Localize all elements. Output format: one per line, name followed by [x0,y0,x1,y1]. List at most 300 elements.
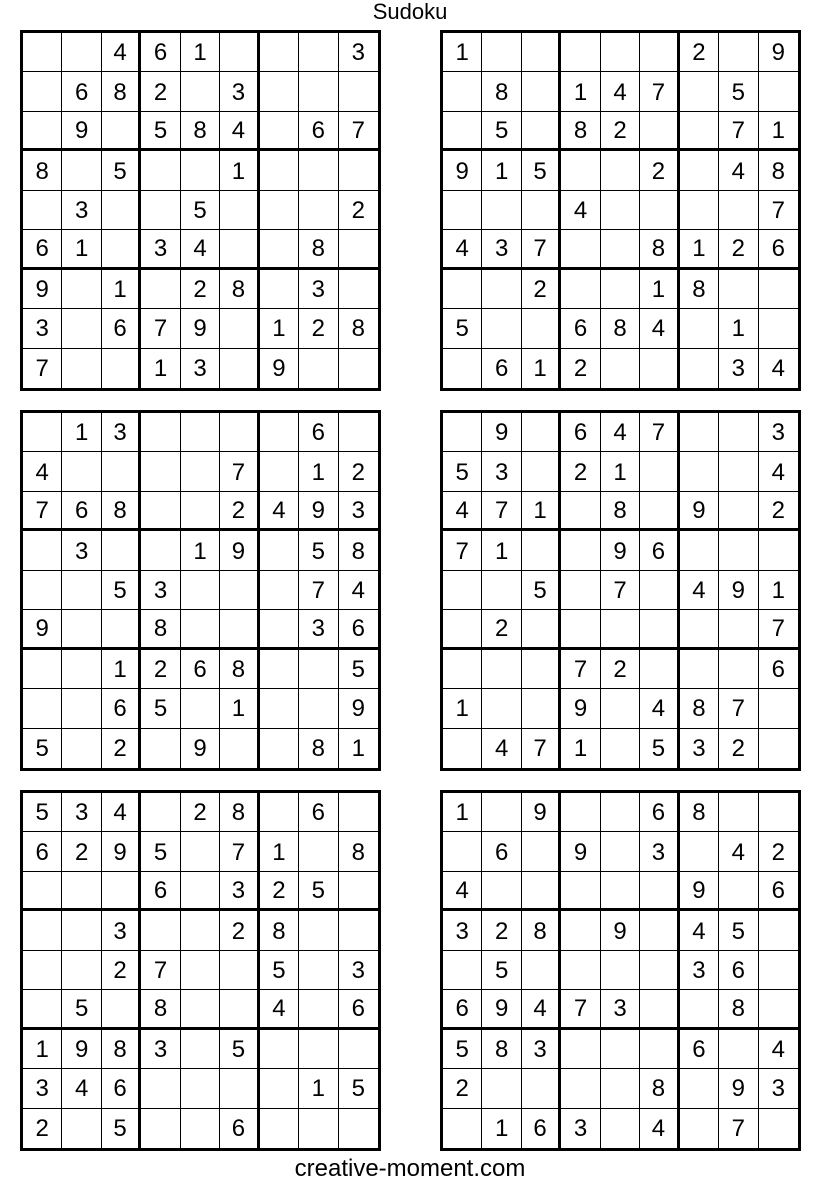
sudoku-cell: 5 [102,571,141,610]
sudoku-cell [181,610,220,649]
sudoku-cell [601,191,640,230]
sudoku-cell [220,309,259,348]
sudoku-cell [561,911,600,950]
sudoku-cell: 7 [220,452,259,491]
sudoku-cell: 2 [759,492,798,531]
sudoku-cell: 8 [522,911,561,950]
sudoku-cell: 2 [601,650,640,689]
sudoku-cell [102,191,141,230]
sudoku-cell [220,729,259,768]
sudoku-cell [339,1030,378,1069]
sudoku-cell [759,729,798,768]
sudoku-cell [640,112,679,151]
sudoku-cell: 7 [601,571,640,610]
sudoku-cell: 1 [102,650,141,689]
sudoku-cell [482,872,521,911]
sudoku-cell [680,72,719,111]
sudoku-cell: 6 [102,1069,141,1108]
sudoku-cell [601,793,640,832]
sudoku-cell: 8 [482,1030,521,1069]
sudoku-cell [299,151,338,190]
sudoku-cell [260,72,299,111]
sudoku-cell: 3 [680,951,719,990]
sudoku-cell [719,452,758,491]
sudoku-cell: 4 [561,191,600,230]
sudoku-cell [759,951,798,990]
sudoku-cell [522,1069,561,1108]
sudoku-cell [102,610,141,649]
sudoku-cell [719,1030,758,1069]
sudoku-cell: 1 [23,1030,62,1069]
sudoku-cell [601,270,640,309]
sudoku-cell: 6 [299,112,338,151]
sudoku-cell: 3 [482,230,521,269]
sudoku-cell [561,951,600,990]
sudoku-cell [680,349,719,388]
sudoku-cell [141,531,180,570]
sudoku-cell: 2 [339,452,378,491]
sudoku-grid-top-right [440,30,801,391]
sudoku-cell [719,872,758,911]
sudoku-cell: 9 [680,872,719,911]
sudoku-cell [601,689,640,728]
sudoku-cell: 3 [299,610,338,649]
sudoku-cell [23,531,62,570]
sudoku-cell: 2 [522,270,561,309]
sudoku-cell: 6 [141,872,180,911]
sudoku-cell: 6 [62,492,101,531]
sudoku-cell: 8 [102,492,141,531]
sudoku-cell [719,610,758,649]
sudoku-cell [62,270,101,309]
sudoku-cell [640,349,679,388]
sudoku-cell [181,1109,220,1148]
sudoku-cell [299,832,338,871]
sudoku-cell [220,610,259,649]
sudoku-cell: 3 [141,571,180,610]
sudoku-cell: 9 [181,309,220,348]
sudoku-cell: 6 [759,650,798,689]
sudoku-cell [62,571,101,610]
sudoku-cell: 3 [339,33,378,72]
sudoku-cell: 8 [640,230,679,269]
sudoku-cell [23,413,62,452]
sudoku-cell: 7 [522,729,561,768]
sudoku-cell: 7 [141,951,180,990]
sudoku-cell: 1 [260,832,299,871]
sudoku-cell [601,33,640,72]
sudoku-cell [260,650,299,689]
sudoku-cell [141,270,180,309]
sudoku-cell: 1 [102,270,141,309]
sudoku-cell [759,911,798,950]
sudoku-cell [299,990,338,1029]
sudoku-cell [141,793,180,832]
sudoku-cell [141,911,180,950]
sudoku-cell [23,872,62,911]
sudoku-cell: 1 [181,531,220,570]
sudoku-cell [640,571,679,610]
sudoku-cell: 3 [62,531,101,570]
sudoku-cell: 5 [23,793,62,832]
sudoku-cell: 1 [759,571,798,610]
sudoku-cell [220,413,259,452]
sudoku-cell: 8 [339,832,378,871]
sudoku-cell: 4 [102,33,141,72]
sudoku-cell: 6 [680,1030,719,1069]
sudoku-cell: 2 [62,832,101,871]
sudoku-cell: 4 [640,689,679,728]
sudoku-cell [759,309,798,348]
sudoku-cell: 2 [220,492,259,531]
sudoku-cell [482,650,521,689]
sudoku-cell: 8 [482,72,521,111]
sudoku-cell: 6 [443,990,482,1029]
sudoku-cell [102,872,141,911]
sudoku-cell [339,793,378,832]
sudoku-grid-bottom-left [20,790,381,1151]
sudoku-cell: 2 [482,911,521,950]
sudoku-cell [23,33,62,72]
sudoku-cell [220,191,259,230]
sudoku-cell [299,72,338,111]
sudoku-cell [561,610,600,649]
sudoku-cell [299,349,338,388]
sudoku-cell [260,689,299,728]
sudoku-cell: 7 [759,191,798,230]
sudoku-cell [561,230,600,269]
sudoku-cell [260,793,299,832]
sudoku-cell: 1 [299,452,338,491]
sudoku-cell: 6 [299,793,338,832]
sudoku-cell: 1 [561,72,600,111]
sudoku-cell: 8 [601,492,640,531]
sudoku-cell: 4 [640,1109,679,1148]
sudoku-cell: 4 [680,911,719,950]
sudoku-cell [640,191,679,230]
sudoku-cell [260,452,299,491]
sudoku-cell: 2 [102,951,141,990]
sudoku-cell [561,1069,600,1108]
sudoku-cell [443,832,482,871]
sudoku-cell: 8 [299,230,338,269]
sudoku-cell: 3 [339,951,378,990]
sudoku-cell [522,413,561,452]
sudoku-cell: 1 [522,349,561,388]
sudoku-cell: 4 [23,452,62,491]
sudoku-cell [141,191,180,230]
sudoku-cell [482,571,521,610]
sudoku-cell: 3 [23,309,62,348]
sudoku-cell: 1 [220,151,259,190]
sudoku-cell [260,531,299,570]
sudoku-cell [719,793,758,832]
sudoku-cell [181,911,220,950]
sudoku-cell [141,1109,180,1148]
sudoku-cell: 6 [482,832,521,871]
sudoku-cell [62,610,101,649]
sudoku-cell [719,191,758,230]
sudoku-cell: 8 [299,729,338,768]
sudoku-cell [260,33,299,72]
sudoku-cell: 1 [601,452,640,491]
sudoku-cell: 6 [141,33,180,72]
sudoku-cell: 9 [339,689,378,728]
sudoku-cell: 1 [443,33,482,72]
sudoku-cell [482,1069,521,1108]
sudoku-cell [102,990,141,1029]
sudoku-cell: 4 [482,729,521,768]
sudoku-cell [601,729,640,768]
sudoku-cell: 1 [482,151,521,190]
sudoku-cell [680,452,719,491]
sudoku-cell: 5 [299,531,338,570]
sudoku-cell: 9 [102,832,141,871]
sudoku-cell [102,112,141,151]
sudoku-cell: 6 [181,650,220,689]
sudoku-cell: 8 [220,650,259,689]
sudoku-cell: 8 [680,793,719,832]
sudoku-cell [181,452,220,491]
sudoku-cell: 3 [299,270,338,309]
sudoku-cell [23,911,62,950]
sudoku-cell: 6 [102,689,141,728]
sudoku-cell: 5 [719,72,758,111]
sudoku-cell: 5 [339,650,378,689]
sudoku-cell: 3 [601,990,640,1029]
sudoku-cell: 5 [102,151,141,190]
sudoku-cell [719,270,758,309]
sudoku-cell [640,951,679,990]
sudoku-cell [759,1109,798,1148]
sudoku-cell: 3 [522,1030,561,1069]
sudoku-cell: 5 [482,112,521,151]
sudoku-cell [220,230,259,269]
sudoku-cell: 1 [719,309,758,348]
sudoku-cell: 5 [141,832,180,871]
sudoku-cell: 1 [220,689,259,728]
sudoku-cell: 5 [339,1069,378,1108]
sudoku-cell [482,689,521,728]
sudoku-cell [260,1109,299,1148]
sudoku-cell: 2 [141,72,180,111]
sudoku-cell [443,571,482,610]
sudoku-cell: 3 [443,911,482,950]
sudoku-cell: 9 [62,1030,101,1069]
sudoku-cell: 1 [482,1109,521,1148]
sudoku-cell [23,112,62,151]
sudoku-cell: 3 [759,413,798,452]
sudoku-cell [561,492,600,531]
sudoku-cell: 2 [561,349,600,388]
sudoku-cell: 8 [680,689,719,728]
sudoku-cell: 8 [260,911,299,950]
sudoku-cell [181,151,220,190]
sudoku-cell: 5 [522,571,561,610]
sudoku-cell [522,309,561,348]
sudoku-cell: 4 [759,452,798,491]
sudoku-cell: 8 [640,1069,679,1108]
sudoku-cell [339,270,378,309]
sudoku-cell: 2 [719,230,758,269]
sudoku-cell [141,729,180,768]
site-footer-text: creative-moment.com [294,1155,526,1182]
sudoku-cell [601,230,640,269]
sudoku-cell [260,230,299,269]
sudoku-cell [220,349,259,388]
sudoku-cell: 9 [601,911,640,950]
sudoku-cell [719,492,758,531]
sudoku-cell [181,990,220,1029]
sudoku-cell: 3 [141,1030,180,1069]
sudoku-cell [299,1030,338,1069]
sudoku-cell [561,872,600,911]
sudoku-cell [719,531,758,570]
sudoku-cell: 5 [719,911,758,950]
sudoku-cell: 3 [102,413,141,452]
sudoku-cell [62,309,101,348]
sudoku-cell [299,191,338,230]
sudoku-cell [680,610,719,649]
sudoku-cell [601,1030,640,1069]
sudoku-cell: 6 [640,793,679,832]
sudoku-cell: 6 [102,309,141,348]
sudoku-cell [443,349,482,388]
sudoku-cell: 7 [522,230,561,269]
sudoku-cell [23,191,62,230]
sudoku-cell [181,492,220,531]
sudoku-cell [601,610,640,649]
sudoku-cell: 8 [102,1030,141,1069]
sudoku-cell [640,610,679,649]
sudoku-cell [522,872,561,911]
sudoku-cell [680,832,719,871]
sudoku-cell [522,112,561,151]
sudoku-cell [299,911,338,950]
sudoku-cell [482,793,521,832]
sudoku-cell [640,911,679,950]
sudoku-cell: 2 [260,872,299,911]
sudoku-cell: 7 [640,413,679,452]
sudoku-cell: 4 [443,230,482,269]
sudoku-cell: 2 [220,911,259,950]
sudoku-cell: 8 [719,990,758,1029]
sudoku-cell: 7 [443,531,482,570]
sudoku-cell: 6 [561,413,600,452]
sudoku-cell: 3 [482,452,521,491]
sudoku-cell: 2 [640,151,679,190]
sudoku-cell: 3 [759,1069,798,1108]
sudoku-cell: 4 [220,112,259,151]
sudoku-cell [522,610,561,649]
sudoku-cell: 3 [561,1109,600,1148]
sudoku-cell: 7 [719,1109,758,1148]
sudoku-cell: 3 [181,349,220,388]
sudoku-cell [23,689,62,728]
sudoku-cell: 3 [62,793,101,832]
sudoku-cell: 8 [23,151,62,190]
sudoku-cell [680,112,719,151]
sudoku-cell: 4 [522,990,561,1029]
sudoku-cell [181,951,220,990]
sudoku-cell: 9 [601,531,640,570]
sudoku-cell [102,349,141,388]
sudoku-cell: 6 [482,349,521,388]
sudoku-cell [102,531,141,570]
sudoku-cell: 5 [640,729,679,768]
sudoku-cell: 1 [181,33,220,72]
sudoku-cell: 5 [220,1030,259,1069]
sudoku-cell: 4 [601,413,640,452]
sudoku-cell: 7 [299,571,338,610]
sudoku-cell: 5 [102,1109,141,1148]
sudoku-cell: 9 [260,349,299,388]
sudoku-cell [62,689,101,728]
sudoku-cell: 8 [220,793,259,832]
sudoku-cell: 3 [23,1069,62,1108]
sudoku-cell: 8 [102,72,141,111]
sudoku-cell [522,832,561,871]
sudoku-cell: 6 [23,832,62,871]
sudoku-cell [482,33,521,72]
sudoku-cell [443,413,482,452]
sudoku-cell [181,413,220,452]
sudoku-cell: 6 [561,309,600,348]
sudoku-cell: 9 [23,270,62,309]
sudoku-cell: 4 [102,793,141,832]
sudoku-cell: 2 [561,452,600,491]
sudoku-cell: 8 [339,531,378,570]
sudoku-cell: 5 [141,112,180,151]
sudoku-cell [719,33,758,72]
sudoku-cell [443,270,482,309]
sudoku-cell: 2 [680,33,719,72]
sudoku-cell [759,72,798,111]
sudoku-cell: 7 [141,309,180,348]
sudoku-cell: 4 [181,230,220,269]
sudoku-cell [522,191,561,230]
sudoku-cell: 6 [759,230,798,269]
sudoku-grid-middle-right [440,410,801,771]
sudoku-cell [601,872,640,911]
sudoku-cell: 4 [260,492,299,531]
sudoku-cell [260,1030,299,1069]
sudoku-cell: 8 [141,610,180,649]
sudoku-grid-bottom-right [440,790,801,1151]
sudoku-cell [141,151,180,190]
sudoku-cell [260,191,299,230]
sudoku-cell [62,951,101,990]
sudoku-cell: 7 [719,112,758,151]
sudoku-cell: 5 [181,191,220,230]
sudoku-cell [443,1109,482,1148]
sudoku-cell: 5 [260,951,299,990]
sudoku-cell [522,531,561,570]
sudoku-cell: 9 [482,990,521,1029]
sudoku-cell: 9 [220,531,259,570]
sudoku-cell [759,531,798,570]
sudoku-cell: 7 [220,832,259,871]
sudoku-cell [443,72,482,111]
sudoku-cell: 9 [719,1069,758,1108]
sudoku-cell [522,689,561,728]
sudoku-cell: 3 [141,230,180,269]
sudoku-cell [640,33,679,72]
sudoku-cell: 8 [181,112,220,151]
sudoku-cell [23,990,62,1029]
sudoku-cell: 3 [680,729,719,768]
sudoku-cell: 4 [771,355,785,383]
